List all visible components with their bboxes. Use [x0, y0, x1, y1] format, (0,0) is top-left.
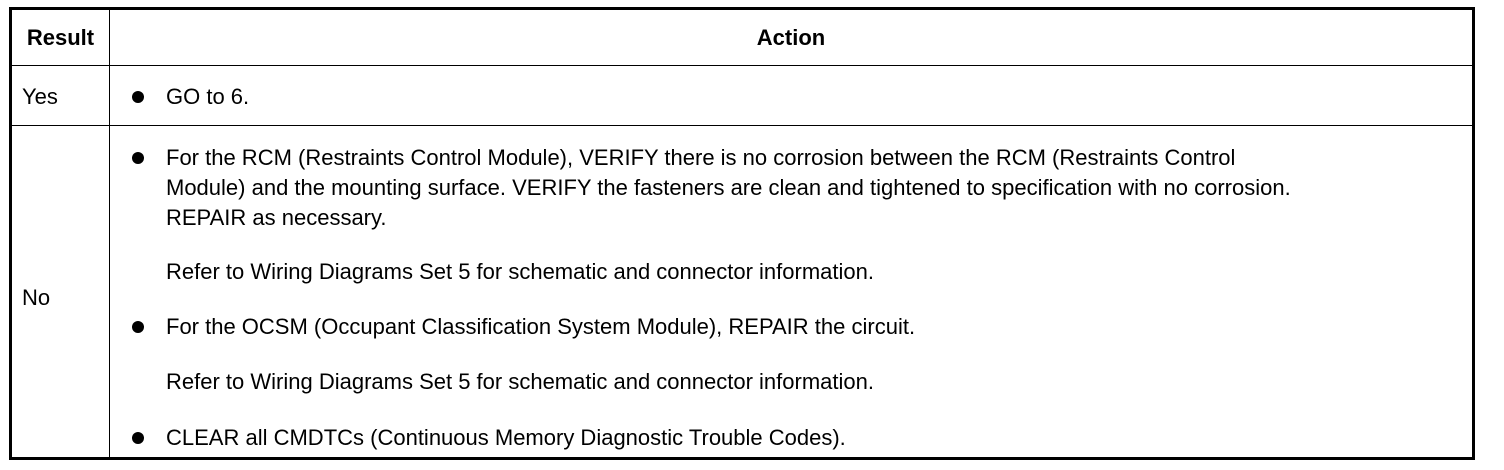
action-text: GO to 6. [166, 84, 250, 109]
action-text: For the OCSM (Occupant Classification System Module), REPAIR the circuit. [166, 314, 916, 339]
bullet-icon [132, 152, 144, 164]
bullet-icon [132, 321, 144, 333]
result-no: No [22, 285, 51, 310]
bullet-icon [132, 91, 144, 103]
action-text: For the RCM (Restraints Control Module), VERIFY there is no corrosion between the RCM (Restraints Control Module) and the mounting surface. VERIFY the fasteners are clean and tightened to specification with no corrosion. REPAIR as necessary. [166, 145, 1291, 230]
result-yes: Yes [22, 84, 58, 109]
column-divider [109, 10, 110, 457]
row-divider-yes-no [12, 125, 1472, 126]
action-text: CLEAR all CMDTCs (Continuous Memory Diagnostic Trouble Codes). [166, 425, 846, 450]
diagnostic-table [9, 7, 1475, 460]
header-result: Result [26, 24, 95, 50]
bullet-icon [132, 432, 144, 444]
reference-note: Refer to Wiring Diagrams Set 5 for schematic and connector information. [166, 259, 874, 284]
action-item [132, 143, 1452, 233]
header-row-divider [12, 65, 1472, 66]
reference-note: Refer to Wiring Diagrams Set 5 for schematic and connector information. [166, 369, 874, 394]
header-action: Action [756, 24, 826, 50]
